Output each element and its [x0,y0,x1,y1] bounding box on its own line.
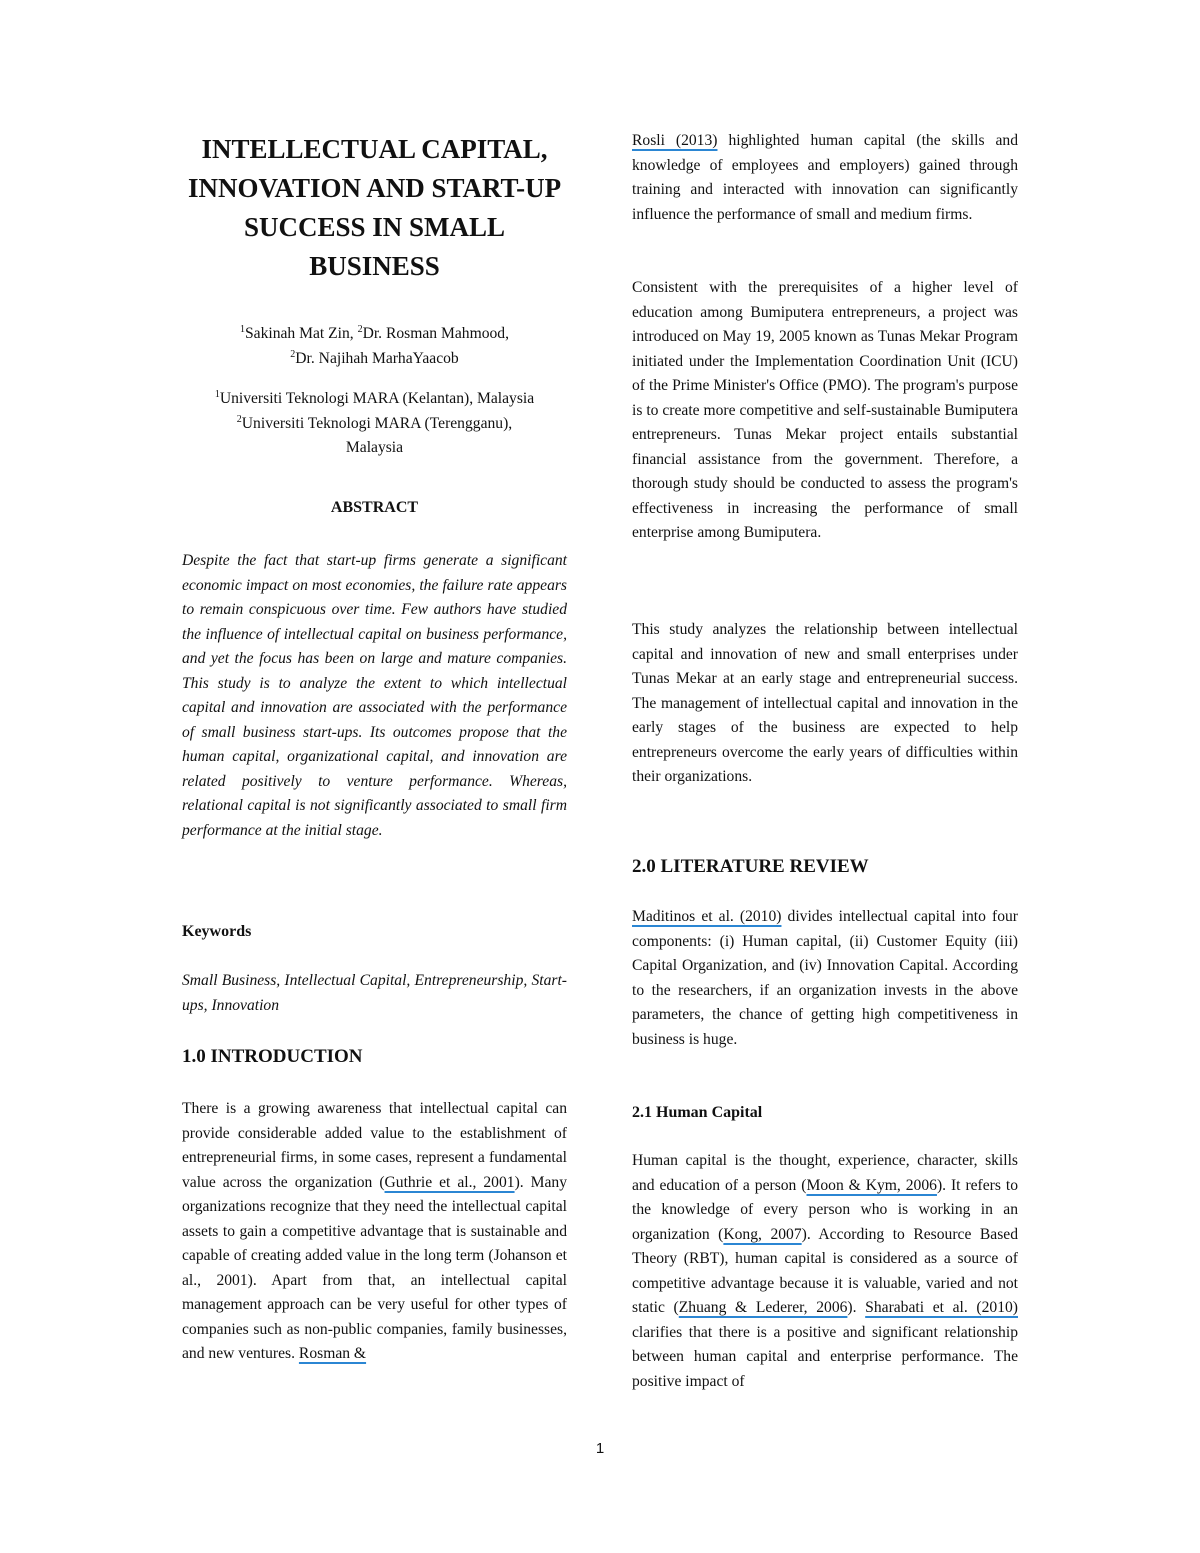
citation-zhuang-lederer[interactable]: Zhuang & Lederer, 2006 [678,1299,848,1316]
author-1: Sakinah Mat Zin, [244,325,358,342]
right-paragraph-1 [632,129,1018,227]
author-1-sup: 1 [239,323,245,335]
affiliation-2-sup: 2 [236,413,242,425]
rosli-text: highlighted human capital (the skills and knowledge of employees and employers) gained through training and interacted with innovation can significantly influence the performance of small and medium firms. [632,132,1018,223]
human-capital-paragraph-block [632,1149,1018,1394]
introduction-paragraph [182,1097,567,1367]
affiliations [182,387,567,461]
abstract-text: Despite the fact that start-up firms generate a significant economic impact on most economies, the failure rate appears to remain conspicuous over time. Few authors have studied the influence of intellectual capital on business performance, and yet the focus has been on large and mature companies. This study is to analyze the extent to which intellectual capital and innovation are associated with the performance of small business start-ups. Its outcomes propose that the human capital, organizational capital, and innovation are related positively to venture performance. Whereas, relational capital is not significantly associated to small firm performance at the initial stage. [182,552,567,839]
human-capital-paragraph [632,1149,1018,1394]
affiliation-2 [222,412,527,461]
literature-paragraph-block [632,905,1018,1052]
abstract-heading-block [182,496,567,521]
abstract [182,549,567,843]
keywords-text: Small Business, Intellectual Capital, Entrepreneurship, Start-ups, Innovation [182,972,567,1014]
affiliation-1-sup: 1 [214,388,220,400]
paper-title: INTELLECTUAL CAPITAL, INNOVATION AND START-UP SUCCESS IN SMALL BUSINESS [187,134,562,281]
introduction [182,1097,567,1367]
literature-paragraph [632,905,1018,1052]
intro-text-b: ). Many organizations recognize that they need the intellectual capital assets to gain a competitive advantage that is sustainable and capable of creating added value in the long term (Johanson et al., 2001). Apart from that, an intellectual capital management approach can be very useful for other types of companies such as non-public companies, family businesses, and new ventures. [182,1173,568,1362]
literature-heading: 2.0 LITERATURE REVIEW [632,856,869,877]
study-paragraph: This study analyzes the relationship between intellectual capital and innovation of new and small enterprises under Tunas Mekar at an early stage and entrepreneurial success. The management of intellectual capital and innovation in the early stages of the business are expected to help entrepreneurs overcome the early years of difficulties within their organizations. [632,621,1018,785]
rosli-paragraph [632,129,1018,227]
keywords-heading: Keywords [182,923,252,940]
keywords [182,969,567,1018]
authors [182,322,567,371]
author-3: Dr. Najihah MarhaYaacob [295,349,459,367]
right-paragraph-3 [632,618,1018,790]
citation-sharabati[interactable]: Sharabati et al. (2010) [865,1299,1018,1316]
page-number: 1 [595,1440,605,1457]
hc-text-5: clarifies that there is a positive and significant relationship between human capital and enterprise performance. The positive impact of [632,1323,1018,1390]
right-paragraph-2 [632,276,1018,546]
intro-text-a: There is a growing awareness that intellectual capital can provide considerable added value to the establishment of entrepreneurial firms, in some cases, represent a fundamental value across the organization ( [182,1100,567,1191]
human-capital-heading-block [632,1101,1018,1126]
citation-moon-kym[interactable]: Moon & Kym, 2006 [806,1176,937,1194]
citation-kong[interactable]: Kong, 2007 [723,1225,802,1243]
affiliation-1 [182,387,567,412]
introduction-heading: 1.0 INTRODUCTION [182,1046,363,1067]
author-2: Dr. Rosman Mahmood, [362,325,509,342]
hc-text-1: Human capital is the thought, experience, character, skills and education of a person ( [632,1152,1018,1194]
human-capital-heading: 2.1 Human Capital [632,1104,763,1121]
author-2-sup: 2 [357,323,363,335]
affiliation-2-text: Universiti Teknologi MARA (Terengganu), Malaysia [241,414,513,456]
hc-text-4: ). [847,1299,866,1316]
keywords-heading-block [182,920,567,945]
literature-heading-block [632,855,1018,880]
tunas-mekar-paragraph: Consistent with the prerequisites of a higher level of education among Bumiputera entrepreneurs, a project was introduced on May 19, 2005 known as Tunas Mekar Program initiated under the Implementation Coordination Unit (ICU) of the Prime Minister's Office (PMO). The program's purpose is to create more competitive and self-sustainable Bumiputera entrepreneurs. Tunas Mekar project entails substantial financial assistance from the government. Therefore, a thorough study should be conducted to assess the program's effectiveness in increasing the performance of small enterprise among Bumiputera. [632,279,1018,541]
affiliation-1-text: Universiti Teknologi MARA (Kelantan), Malaysia [219,390,535,407]
abstract-heading: ABSTRACT [330,499,419,516]
author-line-1 [182,322,567,347]
intro-heading-block [182,1045,567,1070]
hc-text-3: ). According to Resource Based Theory (RBT), human capital is considered as a source of competitive advantage because it is valuable, varied and not static ( [632,1225,1019,1316]
citation-rosli[interactable]: Rosli (2013) [632,132,718,149]
citation-maditinos[interactable]: Maditinos et al. (2010) [632,908,782,925]
literature-text: divides intellectual capital into four components: (i) Human capital, (ii) Customer Equity (iii) Capital Organization, and (iv) Innovation Capital. According to the researchers, if an organization invests in the above parameters, the chance of getting high competitiveness in business is huge. [632,908,1018,1048]
citation-guthrie[interactable]: Guthrie et al., 2001 [384,1173,515,1191]
citation-rosman[interactable]: Rosman & [298,1345,367,1362]
hc-text-2: ). It refers to the knowledge of every person who is working in an organization ( [632,1176,1018,1243]
author-3-sup: 2 [290,348,296,360]
author-line-2 [182,347,567,372]
